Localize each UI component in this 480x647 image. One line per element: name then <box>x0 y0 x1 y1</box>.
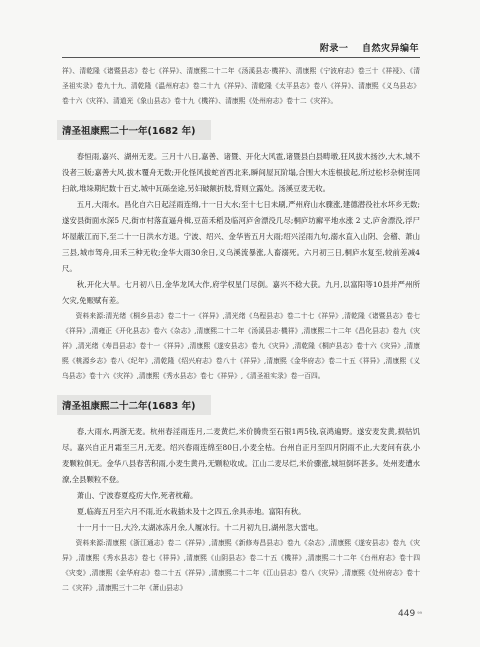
paragraph-summer-1682: 五月,大雨水。昌化自六日起淫雨连绵,十一日大水;至十七日未刷,严州府山水骤涨,建德潜役社水坏乡无数;遂安县街面水深5 尺,街市村落直逼舟楫,豆苗禾稻及临河庐舍漂没几尽;桐庐坊廨平地水涨 2 丈,庐舍漂没,浮尸坏屋蔽江而下,至二十一日洪水方退。宁波、绍兴、金华皆五月大雨;绍兴淫雨九句,溺水直入山阴、会稽、萧山三县,城市驾舟,田禾三种无收;金华大雨30余日,义乌溪流暴涨,人畜溺死。六月初三日,桐庐水复至,较前差减4 尺。 <box>62 200 420 273</box>
page-number <box>398 609 422 619</box>
running-head <box>320 41 419 54</box>
page-body <box>62 64 420 601</box>
section-title-1682: 清圣祖康熙二十一年(1682 年) <box>57 120 211 140</box>
paragraph-spring-1682: 春恒雨,嘉兴、湖州无麦。三月十八日,嘉善、诸暨、开化大风雹,诸暨县白县畴墩,狂风拔木扬沙,大木,城不没者三版;嘉善大风,拔木覆舟无数;开化怪风拔蛇首西北来,瞬间屋瓦阶塌,合围大木连根拔起,所过松杉杂树连同扫歆,堆垛期纪数十百丈,城中瓦砾垒途,另妇破额折肢,背则立露处。汤溪豆麦无收。 <box>62 152 420 193</box>
continued-sources: 祥》、清乾隆《诸暨县志》卷七《祥异》、清康熙二十二年《汤溪县志·機祥》、清康熙《宁波府志》卷三十《祥祲》、《清圣祖实录》卷九十九、清乾隆《温州府志》卷二十九《祥异》、清乾隆《太平县志》卷八《祥异》、清康熙《义乌县志》卷十六《灾祥》、清道光《象山县志》卷十九《機祥》、清康熙《处州府志》卷十二《灾祥》。 <box>62 67 420 105</box>
page-number-value: 449 <box>398 609 416 619</box>
section-title-1683: 清圣祖康熙二十二年(1683 年) <box>57 395 211 415</box>
paragraph-epidemic-1683: 萧山、宁波春夏疫疠大作,死者枕藉。 <box>76 491 198 500</box>
appendix-label: 附录一 <box>319 44 349 54</box>
header-rule <box>62 57 420 58</box>
paragraph-spring-1683: 春,大雨水,两浙无麦。杭州春淫雨连月,二麦黄烂,米价腾贵至石银1两5钱,哀鸿遍野。遂安麦发黄,损牯饥尽。嘉兴自正月霜至三月,无麦。绍兴春雨连绵至80日,小麦全枯。台州自正月至四月阴雨不止,大麦问有获,小麦颗粒俱无。金华八县春苦积雨,小麦生黄丹,无颗粒收成。江山二麦尽烂,米价骤涨,城垣倒坏甚多。处州麦遭水潦,全县颗粒不登。 <box>62 427 420 484</box>
paragraph-summer-1683: 夏,临海五月至六月不雨,近水栽插未及十之四五,余具赤地。富阳有秋。 <box>76 507 306 516</box>
page-mark: ⁹⁹ <box>417 611 422 618</box>
sources-1683: 资料来源:清康熙《浙江通志》卷二《祥异》,清康熙《新修寿昌县志》卷九《杂志》,清康熙《遂安县志》卷九《灾异》,清康熙《秀水县志》卷七《祥异》,清康熙《山阴县志》卷二十五《機祥》,清康熙二十二年《台州府志》卷十四《灾变》,清康熙《金华府志》卷二十五《祥异》,清康熙二十二年《江山县志》卷八《灾异》,清康熙《处州府志》卷十二《灾祥》,清康熙三十二年《萧山县志》 <box>62 539 420 592</box>
paragraph-autumn-1682: 秋,开化大旱。七月初八日,金华龙风大作,府学权星门尽倒。嘉兴不稔大获。九月,以富阳等10县并严州所欠灾,免赈赋有差。 <box>62 280 420 305</box>
paragraph-winter-1683: 十一月十一日,大冷,太湖冰冻月余,人履冰行。十二月初九日,湖州忽大雷电。 <box>76 523 323 532</box>
chapter-title: 自然灾异编年 <box>361 44 419 54</box>
sources-1682: 资料来源:清光绪《桐乡县志》卷二十一《祥异》,清光绪《乌程县志》卷二十七《祥异》,清乾隆《诸暨县志》卷七《祥异》,清雍正《开化县志》卷六《杂志》,清康熙二十二年《汤溪县志·機祥》,清康熙二十二年《昌化县志》卷九《灾祥》,清光绪《寿昌县志》卷十一《祥异》,清康熙《遂安县志》卷九《灾异》,清乾隆《桐庐县志》卷十六《灾异》,清康熙《桃源乡志》卷八《纪年》,清乾隆《绍兴府志》卷八十《祥异》,清康熙《金华府志》卷二十五《祥异》,清康熙《义乌县志》卷十六《灾祥》,清康熙《秀水县志》卷七《祥异》,《清圣祖实录》卷一百四。 <box>62 312 420 380</box>
